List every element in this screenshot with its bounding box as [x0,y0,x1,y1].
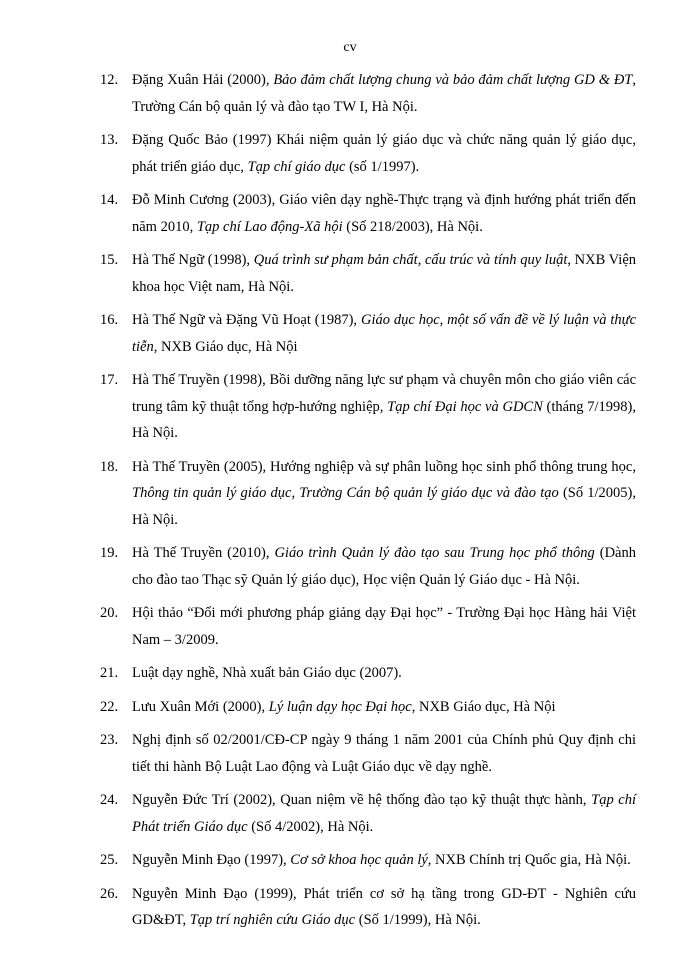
reference-item [100,67,636,120]
reference-title: Tạp chí Phát triển Giáo dục [132,792,636,835]
reference-text: , NXB Chính trị Quốc gia, Hà Nội. [427,852,631,868]
reference-number: 16. [100,312,119,328]
reference-title: Tạp chí Đại học và GDCN [387,398,543,415]
reference-text: (Số 4/2002), Hà Nội. [247,818,374,835]
reference-title: Tạp trí nghiên cứu Giáo dục [189,912,356,928]
reference-title: Lý luận dạy học Đại học [268,698,412,715]
reference-title: Giáo dục học, một số vấn đề về lý luận và thực tiễn [132,312,637,355]
reference-text: Lưu Xuân Mới (2000), [132,698,269,715]
reference-number: 17. [100,372,119,388]
reference-item [100,187,636,240]
reference-text: Hà Thế Truyền (1998), Bồi dưỡng năng lực sư phạm và chuyên môn cho giáo viên các trung tâm kỹ thuật tổng hợp-hướng nghiệp, [132,372,636,415]
reference-text: Hội thảo “Đổi mới phương pháp giảng dạy Đại học” - Trường Đại học Hàng hải Việt Nam – 3/2009. [132,605,636,648]
reference-number: 20. [100,605,119,621]
reference-number: 18. [100,458,119,475]
reference-number: 14. [100,192,119,208]
reference-item [100,540,636,593]
reference-text: Đỗ Minh Cương (2003), Giáo viên dạy nghề-Thực trạng và định hướng phát triển đến năm 2010, [132,192,636,235]
reference-number: 23. [100,732,119,748]
reference-item [100,367,636,447]
reference-text: (tháng 7/1998), Hà Nội. [132,398,637,441]
reference-item [100,307,636,360]
reference-item [100,847,636,874]
reference-title: Cơ sở khoa học quản lý [290,852,428,868]
reference-item [100,600,636,653]
reference-number: 21. [100,665,119,681]
reference-text: Hà Thế Ngữ (1998), [132,252,254,268]
reference-item [100,881,636,934]
reference-text: , NXB Giáo dục, Hà Nội [411,698,556,715]
reference-text: (số 1/1997). [345,158,420,175]
reference-title: Tạp chí giáo dục [247,158,346,175]
reference-item [100,660,636,687]
reference-item [100,247,636,300]
reference-text: , NXB Viện khoa học Việt nam, Hà Nội. [132,252,637,295]
reference-text: Nghị định số 02/2001/CĐ-CP ngày 9 tháng 1 năm 2001 của Chính phủ Quy định chi tiết thi hành Bộ Luật Lao động và Luật Giáo dục về dạy nghề. [132,732,636,775]
reference-text: Đặng Quốc Bảo (1997) Khái niệm quản lý giáo dục và chức năng quản lý giáo dục, phát triển giáo dục, [132,132,636,175]
reference-text: (Số 1/1999), Hà Nội. [355,912,481,928]
reference-title: Thông tin quản lý giáo dục, Trường Cán bộ quản lý giáo dục và đào tạo [132,485,559,501]
reference-number: 13. [100,132,119,148]
reference-item [100,787,636,840]
reference-text: , NXB Giáo dục, Hà Nội [153,338,298,355]
reference-item [100,694,636,721]
reference-text: (Dành cho đào tao Thạc sỹ Quản lý giáo dục), Học viện Quản lý Giáo dục - Hà Nội. [132,545,636,588]
reference-title: Tạp chí Lao động-Xã hội [196,218,343,235]
reference-number: 19. [100,545,119,561]
reference-number: 15. [100,252,119,268]
reference-title: Giáo trình Quản lý đào tạo sau Trung học phổ thông [274,545,595,561]
reference-number: 12. [100,72,119,88]
reference-text: , Trường Cán bộ quản lý và đào tạo TW I, Hà Nội. [132,72,636,115]
reference-item [100,127,636,180]
page-number: cv [343,40,357,55]
reference-text: Nguyễn Minh Đạo (1999), Phát triển cơ sở hạ tầng trong GD-ĐT - Nghiên cứu GD&ĐT, [132,885,636,928]
reference-number: 26. [100,885,119,902]
reference-text: (Số 1/2005), Hà Nội. [132,485,637,528]
reference-text: (Số 218/2003), Hà Nội. [342,218,483,235]
reference-text: Hà Thế Truyền (2005), Hướng nghiệp và sự phân luồng học sinh phổ thông trung học, [132,458,636,475]
reference-text: Nguyễn Đức Trí (2002), Quan niệm về hệ thống đào tạo kỹ thuật thực hành, [132,792,592,808]
reference-number: 24. [100,792,119,808]
reference-text: Nguyễn Minh Đạo (1997), [132,852,291,868]
reference-text: Đặng Xuân Hải (2000), [132,72,274,88]
reference-text: Hà Thế Truyền (2010), [132,545,275,561]
reference-list [100,67,636,941]
reference-number: 22. [100,698,119,715]
reference-title: Bảo đảm chất lượng chung và bảo đảm chất lượng GD & ĐT [273,72,633,88]
reference-number: 25. [100,852,119,868]
reference-title: Quá trình sư phạm bản chất, cấu trúc và tính quy luật [253,252,568,268]
reference-text: Hà Thế Ngữ và Đặng Vũ Hoạt (1987), [132,312,361,328]
reference-item [100,727,636,780]
reference-item [100,454,636,534]
reference-text: Luật dạy nghề, Nhà xuất bản Giáo dục (2007). [132,665,402,681]
